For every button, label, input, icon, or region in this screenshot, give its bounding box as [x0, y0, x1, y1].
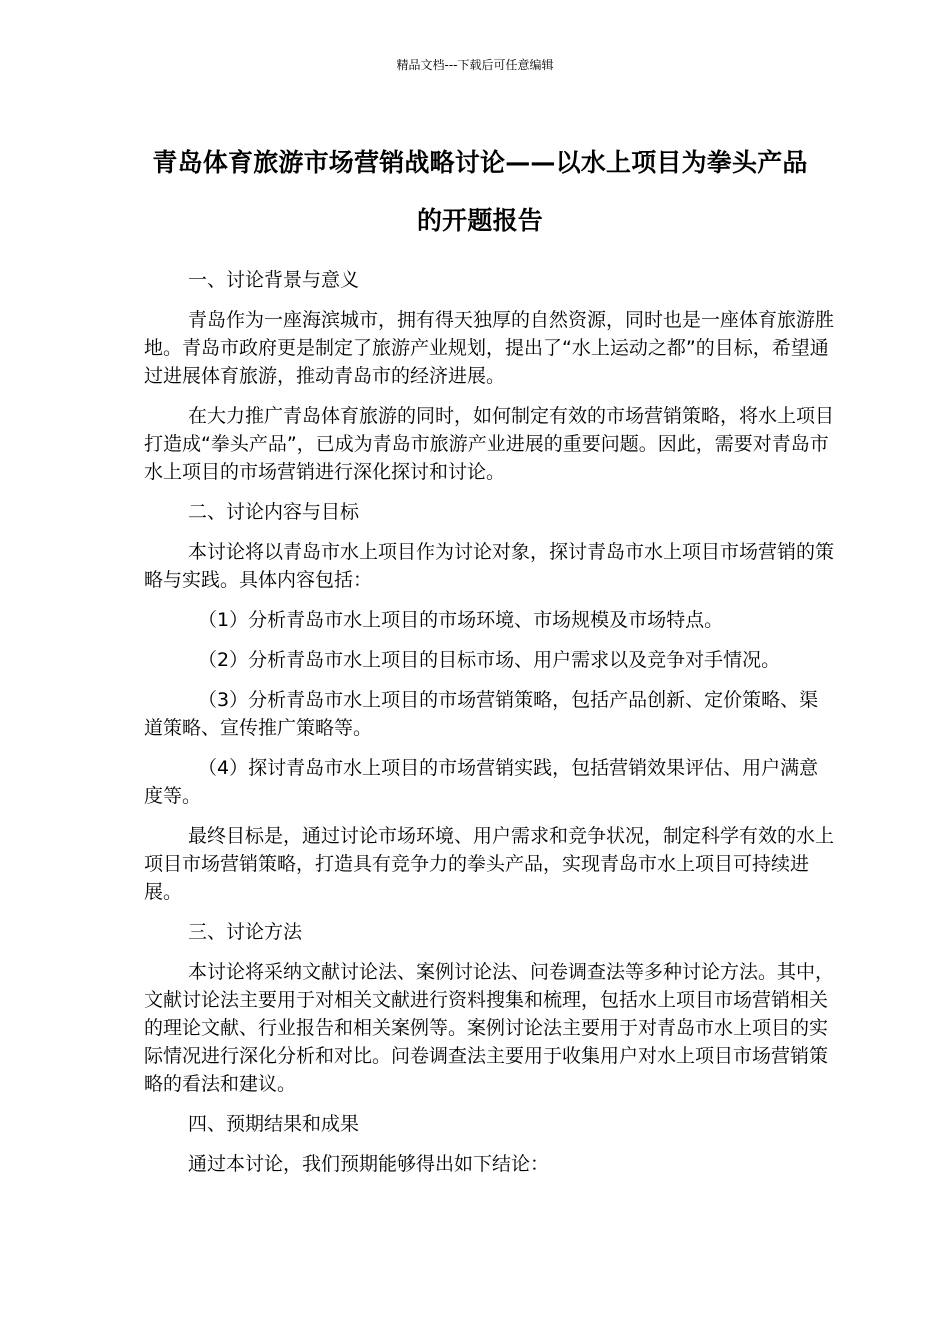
list-item: （4）探讨青岛市水上项目的市场营销实践，包括营销效果评估、用户满意度等。 — [144, 757, 819, 807]
list-item: （3）分析青岛市水上项目的市场营销策略，包括产品创新、定价策略、渠道策略、宣传推广策略等。 — [144, 689, 819, 739]
document-title: 青岛体育旅游市场营销战略讨论——以水上项目为拳头产品的开题报告 — [152, 148, 808, 235]
paragraph-background-1: 青岛作为一座海滨城市，拥有得天独厚的自然资源，同时也是一座体育旅游胜地。青岛市政府更是制定了旅游产业规划，提出了“水上运动之都”的目标，希望通过进展体育旅游，推动青岛市的经济进展。 — [144, 309, 835, 387]
paragraph-method: 本讨论将采纳文献讨论法、案例讨论法、问卷调查法等多种讨论方法。其中，文献讨论法主要用于对相关文献进行资料搜集和梳理，包括水上项目市场营销相关的理论文献、行业报告和相关案例等。案例讨论法主要用于对青岛市水上项目的实际情况进行深化分析和对比。问卷调查法主要用于收集用户对水上项目市场营销策略的看法和建议。 — [144, 961, 835, 1095]
list-item: （1）分析青岛市水上项目的市场环境、市场规模及市场特点。 — [198, 609, 724, 631]
section-heading-background: 一、讨论背景与意义 — [188, 269, 360, 291]
header-note: 精品文档---下载后可任意编辑 — [396, 58, 554, 72]
paragraph-background-2: 在大力推广青岛体育旅游的同时，如何制定有效的市场营销策略，将水上项目打造成“拳头产品”，已成为青岛市旅游产业进展的重要问题。因此，需要对青岛市水上项目的市场营销进行深化探讨和讨论。 — [144, 405, 835, 483]
paragraph-content-goal: 最终目标是，通过讨论市场环境、用户需求和竞争状况，制定科学有效的水上项目市场营销策略，打造具有竞争力的拳头产品，实现青岛市水上项目可持续进展。 — [144, 825, 835, 903]
list-item: （2）分析青岛市水上项目的目标市场、用户需求以及竞争对手情况。 — [198, 649, 781, 671]
section-heading-method: 三、讨论方法 — [188, 921, 303, 943]
paragraph-results: 通过本讨论，我们预期能够得出如下结论： — [188, 1153, 550, 1175]
section-heading-content: 二、讨论内容与目标 — [188, 501, 360, 523]
section-heading-results: 四、预期结果和成果 — [188, 1113, 360, 1135]
paragraph-content-intro: 本讨论将以青岛市水上项目作为讨论对象，探讨青岛市水上项目市场营销的策略与实践。具体内容包括： — [144, 541, 835, 591]
document-body — [144, 266, 834, 1190]
